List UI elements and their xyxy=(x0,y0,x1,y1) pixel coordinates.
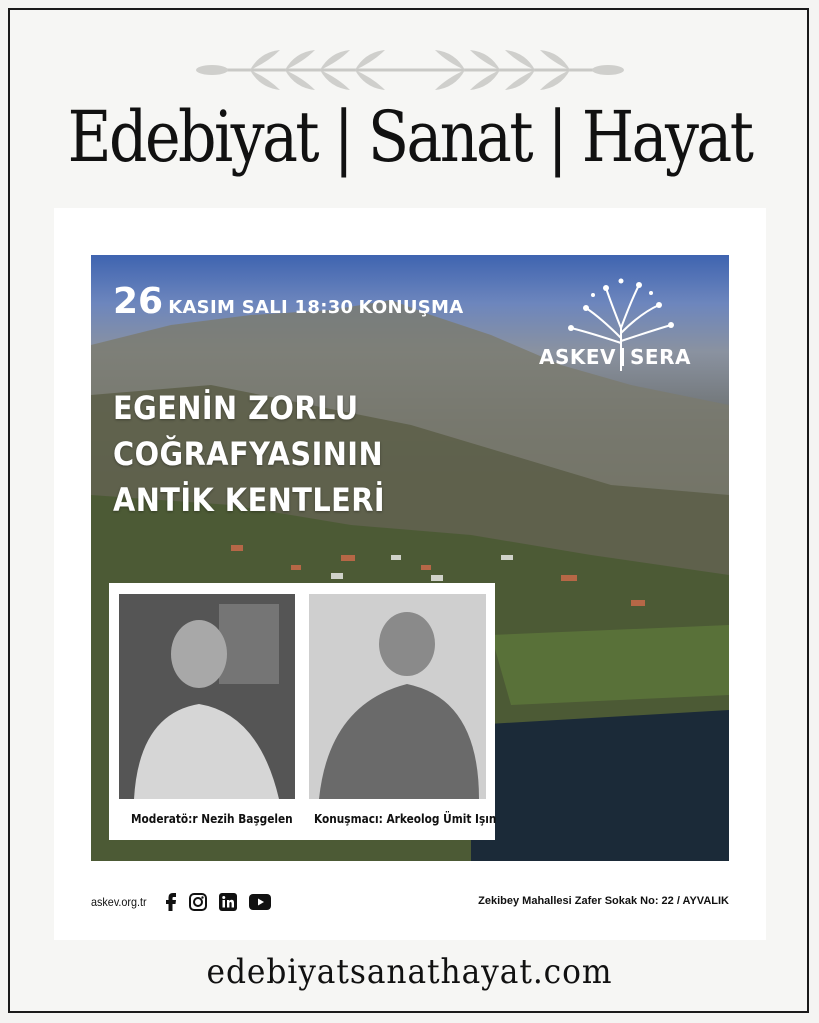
linkedin-icon[interactable] xyxy=(219,893,237,911)
instagram-icon[interactable] xyxy=(189,893,207,911)
headline-line-2: COĞRAFYASININ xyxy=(113,435,384,473)
footer-links xyxy=(91,893,271,911)
askev-website-link[interactable]: askev.org.tr xyxy=(91,895,147,909)
moderator-photo xyxy=(119,594,295,799)
laurel-branch-icon xyxy=(190,46,630,94)
headline-line-1: EGENİN ZORLU xyxy=(113,389,359,427)
speaker-photo xyxy=(309,594,486,799)
event-date xyxy=(113,281,463,322)
speaker-photos xyxy=(109,583,495,840)
site-url[interactable]: edebiyatsanathayat.com xyxy=(206,952,613,992)
date-time: KASIM SALI 18:30 xyxy=(168,297,354,318)
logo-sera: SERA xyxy=(630,345,691,369)
headline-line-3: ANTİK KENTLERİ xyxy=(113,481,386,519)
site-title: Edebiyat | Sanat | Hayat xyxy=(67,96,752,178)
youtube-icon[interactable] xyxy=(249,894,271,910)
askev-sera-logo xyxy=(539,345,691,369)
speaker-caption: Konuşmacı: Arkeolog Ümit Işın xyxy=(314,812,497,826)
venue-address: Zekibey Mahallesi Zafer Sokak No: 22 / AYVALIK xyxy=(478,895,729,907)
moderator-caption: Moderatö:r Nezih Başgelen xyxy=(131,812,293,826)
logo-askev: ASKEV xyxy=(539,345,617,369)
facebook-icon[interactable] xyxy=(165,893,177,911)
event-type: KONUŞMA xyxy=(358,297,464,318)
date-day: 26 xyxy=(113,281,164,322)
event-headline xyxy=(113,385,415,523)
